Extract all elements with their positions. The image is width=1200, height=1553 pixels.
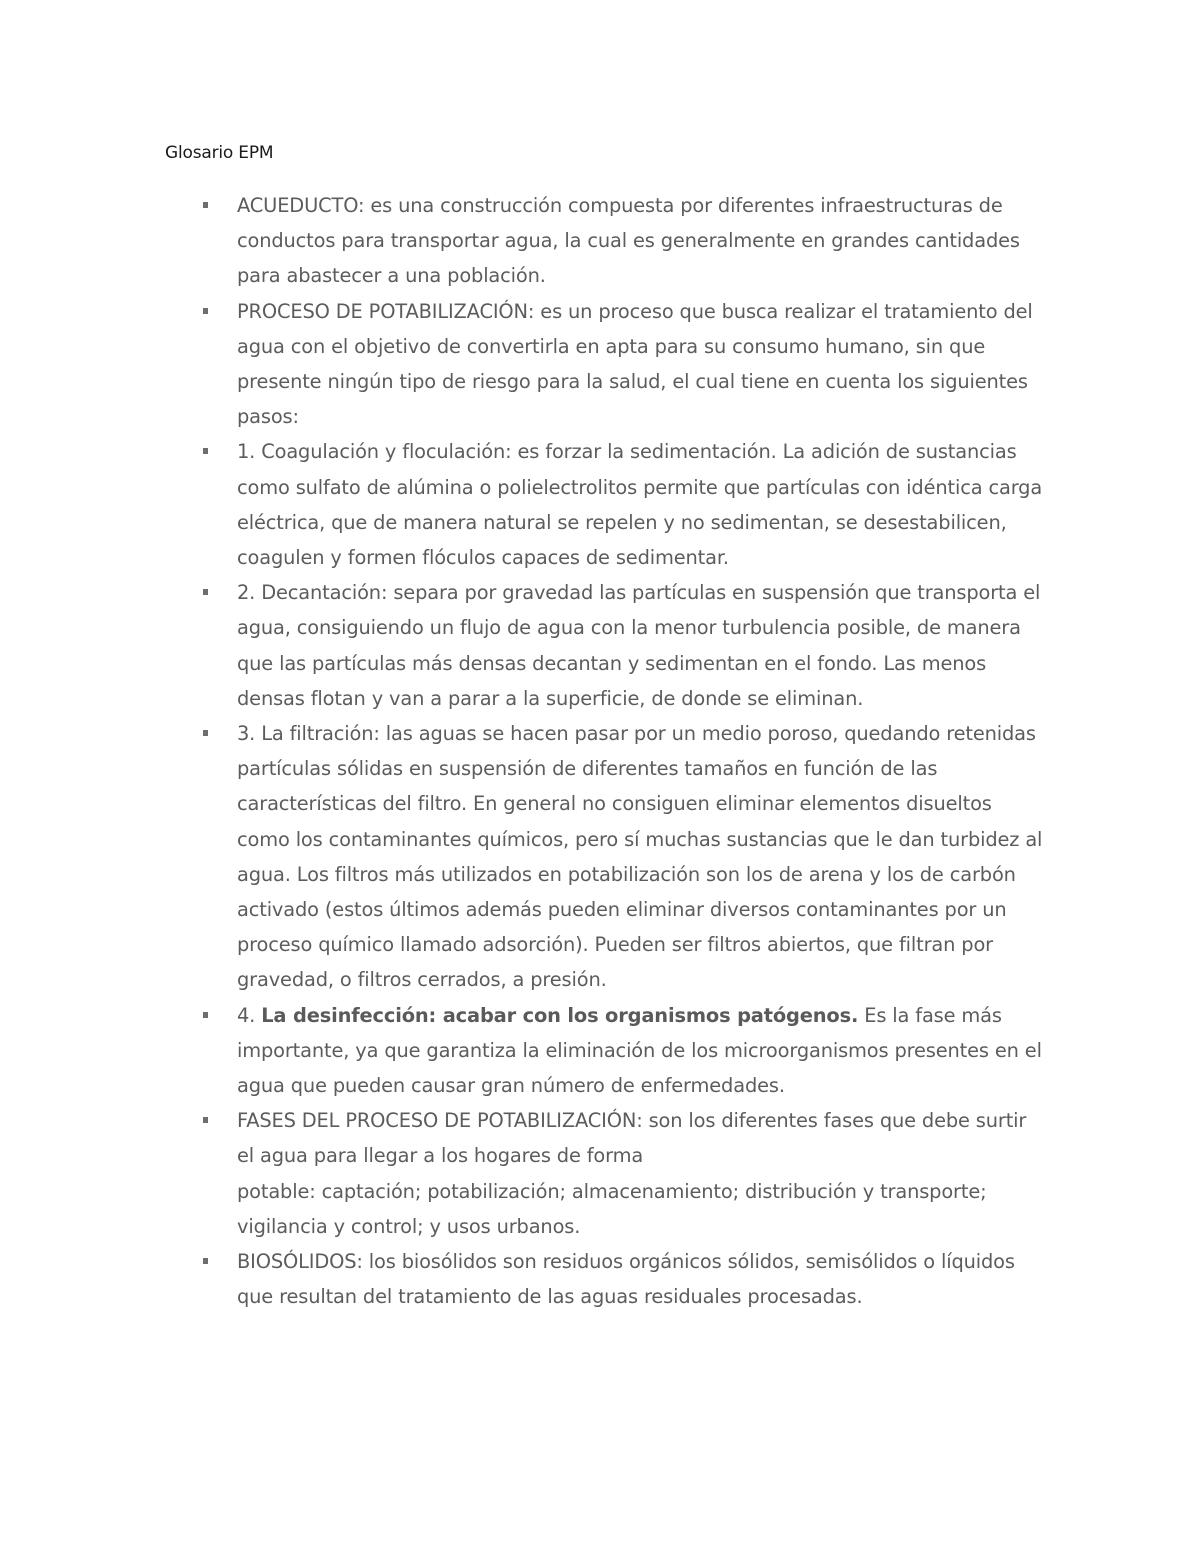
glossary-item-text: 1. Coagulación y floculación: es forzar la sedimentación. La adición de sustancias como sulfato de alúmina o polielectrolitos permite que partículas con idéntica carga eléctrica, que de manera natural se repelen y no sedimentan, se desestabilicen, coagulen y formen flóculos capaces de sedimentar. [237,440,1043,570]
square-bullet-icon [203,1117,208,1123]
glossary-item-acueducto [200,188,1045,294]
glossary-item-bold-text: La desinfección: acabar con los organismos patógenos. [261,1003,859,1027]
glossary-item-text: FASES DEL PROCESO DE POTABILIZACIÓN: son los diferentes fases que debe surtir el agua para llegar a los hogares de forma [237,1109,1027,1168]
glossary-item-decantacion [200,575,1045,716]
glossary-item-fases [200,1103,1045,1244]
glossary-item-text: 2. Decantación: separa por gravedad las partículas en suspensión que transporta el agua, consiguiendo un flujo de agua con la menor turbulencia posible, de manera que las partículas más densas decantan y sedimentan en el fondo. Las menos densas flotan y van a parar a la superficie, de donde se eliminan. [237,581,1041,710]
glossary-item-filtracion [200,716,1045,998]
square-bullet-icon [203,1012,208,1018]
glossary-item-biosolidos [200,1244,1045,1314]
square-bullet-icon [203,1258,208,1264]
glossary-item-text-line2: potable: captación; potabilización; almacenamiento; distribución y transporte; vigilancia y control; y usos urbanos. [237,1179,987,1238]
square-bullet-icon [203,730,208,736]
glossary-item-proceso-potabilizacion [200,294,1045,435]
square-bullet-icon [203,308,208,314]
glossary-item-suffix: Es la fase más importante, ya que garantiza la eliminación de los microorganismos presentes en el agua que pueden causar gran número de enfermedades. [237,1003,1042,1098]
document-title: Glosario EPM [165,143,274,163]
square-bullet-icon [203,589,208,595]
glossary-item-prefix: 4. [237,1003,262,1027]
glossary-item-text: BIOSÓLIDOS: los biosólidos son residuos orgánicos sólidos, semisólidos o líquidos que resultan del tratamiento de las aguas residuales procesadas. [237,1250,1015,1309]
glossary-item-text: ACUEDUCTO: es una construcción compuesta por diferentes infraestructuras de conductos para transportar agua, la cual es generalmente en grandes cantidades para abastecer a una población. [237,194,1020,288]
glossary-item-text: PROCESO DE POTABILIZACIÓN: es un proceso que busca realizar el tratamiento del agua con el objetivo de convertirla en apta para su consumo humano, sin que presente ningún tipo de riesgo para la salud, el cual tiene en cuenta los siguientes pasos: [237,299,1033,429]
square-bullet-icon [203,202,208,208]
glossary-list [200,188,1045,1315]
glossary-item-coagulacion [200,434,1045,575]
glossary-item-text: 3. La filtración: las aguas se hacen pasar por un medio poroso, quedando retenidas partículas sólidas en suspensión de diferentes tamaños en función de las características del filtro. En general no consiguen eliminar elementos disueltos como los contaminantes químicos, pero sí muchas sustancias que le dan turbidez al agua. Los filtros más utilizados en potabilización son los de arena y los de carbón activado (estos últimos además pueden eliminar diversos contaminantes por un proceso químico llamado adsorción). Pueden ser filtros abiertos, que filtran por gravedad, o filtros cerrados, a presión. [237,722,1043,992]
glossary-item-desinfeccion [200,998,1045,1104]
square-bullet-icon [203,448,208,454]
